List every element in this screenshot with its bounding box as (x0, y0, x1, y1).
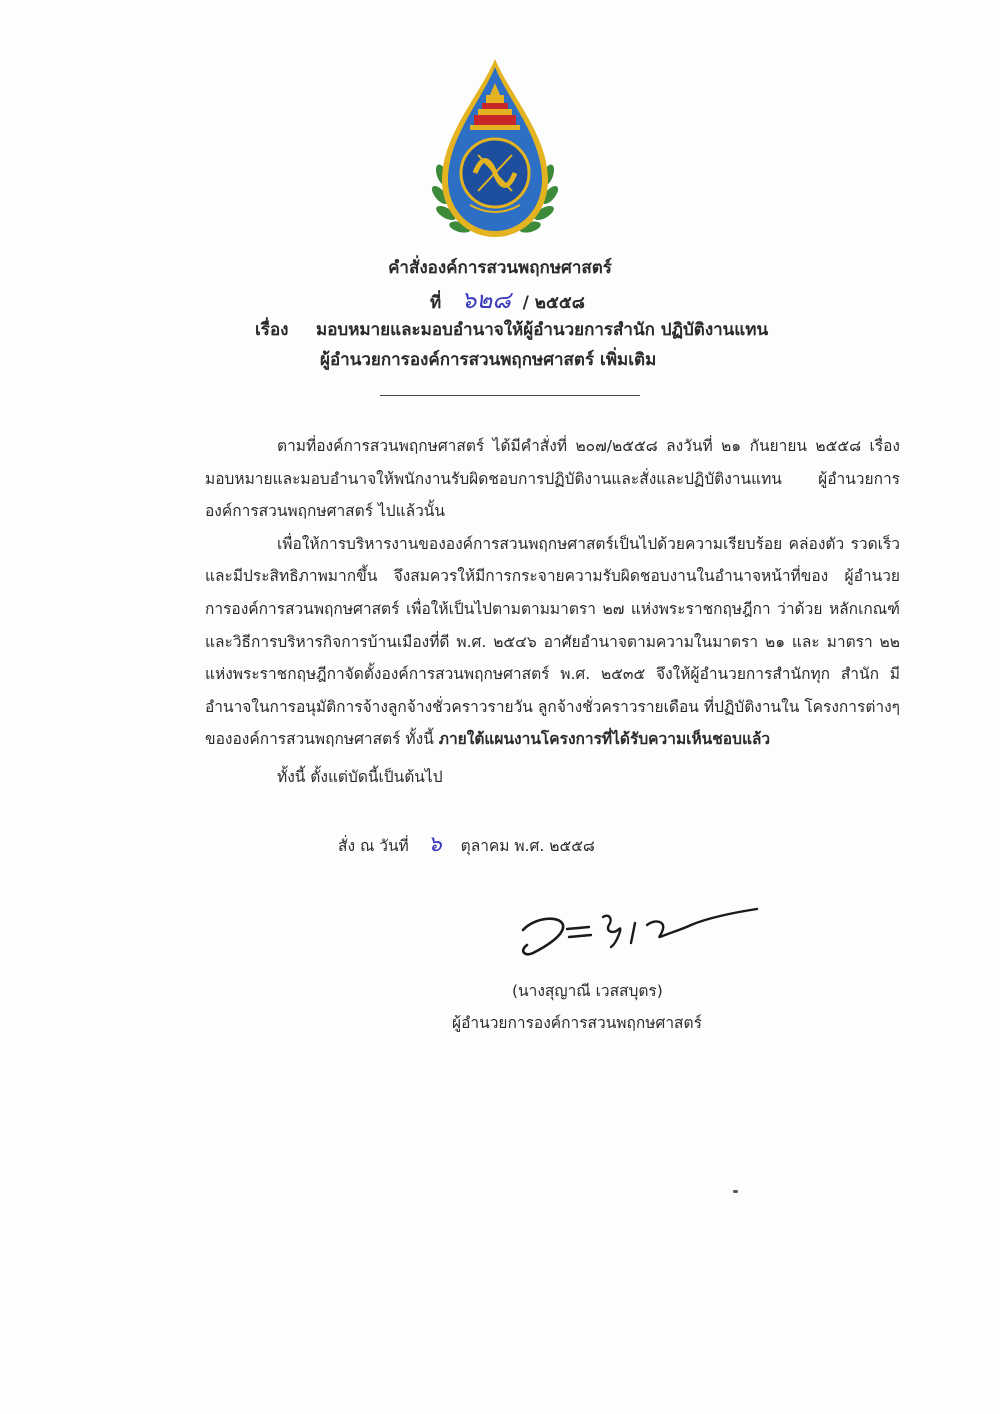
handwritten-signature (505, 895, 765, 965)
date-prefix: สั่ง ณ วันที่ (338, 837, 409, 855)
signatory-position: ผู้อำนวยการองค์การสวนพฤกษศาสตร์ (452, 1014, 702, 1032)
paragraph-2 (205, 528, 900, 756)
paragraph-2-bold: ภายใต้แผนงานโครงการที่ได้รับความเห็นชอบแล้ว (438, 730, 771, 749)
order-number-year: / ๒๕๕๘ (522, 293, 585, 313)
paragraph-2-text: เพื่อให้การบริหารงานขององค์การสวนพฤกษศาสตร์เป็นไปด้วยความเรียบร้อย คล่องตัว รวดเร็วและมีประสิทธิภาพมากขึ้น จึงสมควรให้มีการกระจายความรับผิดชอบงานในอำนาจหน้าที่ของ ผู้อำนวยการองค์การสวนพฤกษศาสตร์ เพื่อให้เป็นไปตามตามมาตรา ๒๗ แห่งพระราชกฤษฎีกา ว่าด้วย หลักเกณฑ์และวิธีการบริหารกิจการบ้านเมืองที่ดี พ.ศ. ๒๕๔๖ อาศัยอำนาจตามความในมาตรา ๒๑ และ มาตรา ๒๒ แห่งพระราชกฤษฎีกาจัดตั้งองค์การสวนพฤกษศาสตร์ พ.ศ. ๒๕๓๕ จึงให้ผู้อำนวยการสำนักทุก สำนัก มีอำนาจในการอนุมัติการจ้างลูกจ้างชั่วคราวรายวัน ลูกจ้างชั่วคราวรายเดือน ที่ปฏิบัติงานใน โครงการต่างๆ ขององค์การสวนพฤกษศาสตร์ ทั้งนี้ (205, 534, 900, 749)
body-text (205, 430, 900, 756)
order-title: คำสั่งองค์การสวนพฤกษศาสตร์ (388, 258, 612, 278)
paragraph-3: ทั้งนี้ ตั้งแต่บัดนี้เป็นต้นไป (277, 768, 443, 786)
scan-speck (733, 1190, 738, 1193)
order-date (338, 826, 595, 861)
date-day-handwritten: ๖ (427, 832, 442, 857)
subject-line-2: ผู้อำนวยการองค์การสวนพฤกษศาสตร์ เพิ่มเติม (320, 350, 657, 370)
header-divider (380, 395, 640, 396)
date-rest: ตุลาคม พ.ศ. ๒๕๕๘ (460, 837, 595, 855)
signatory-name: (นางสุญาณี เวสสบุตร) (512, 982, 663, 1000)
paragraph-1: ตามที่องค์การสวนพฤกษศาสตร์ ได้มีคำสั่งที่ ๒๐๗/๒๕๕๘ ลงวันที่ ๒๑ กันยายน ๒๕๕๘ เรื่อง มอบหมายและมอบอำนาจให้พนักงานรับผิดชอบการปฏิบัติงานและสั่งและปฏิบัติงานแทน ผู้อำนวยการองค์การสวนพฤกษศาสตร์ ไปแล้วนั้น (205, 437, 900, 521)
order-number-label: ที่ (430, 293, 442, 313)
subject-line-1: มอบหมายและมอบอำนาจให้ผู้อำนวยการสำนัก ปฏิบัติงานแทน (316, 320, 769, 340)
order-number-line (430, 280, 585, 319)
subject-label: เรื่อง (255, 320, 289, 340)
organization-emblem-logo (430, 55, 560, 245)
order-number-handwritten: ๖๒๘ (461, 286, 511, 314)
